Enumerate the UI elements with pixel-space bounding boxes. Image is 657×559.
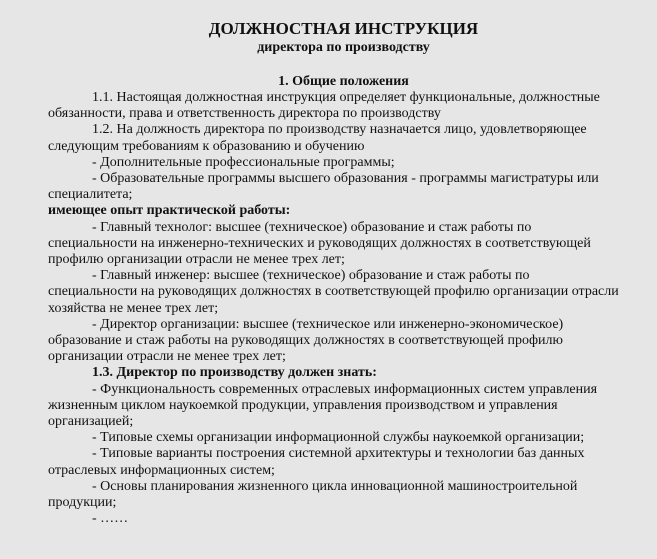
list-item-organization-director: - Директор организации: высшее (техническое или инженерно-экономическое) образование и стаж работы на руководящих должностях в соответствующей профилю организации отрасли не менее трех лет; [48, 316, 564, 365]
list-item-higher-education: - Образовательные программы высшего образования - программы магистратуры или специалитета; [48, 171, 599, 203]
list-item-architecture: - Типовые варианты построения системной архитектуры и технологии баз данных отраслевых информационных систем; [48, 446, 585, 478]
section-title: 1. Общие положения [278, 74, 409, 89]
list-item-chief-engineer: - Главный инженер: высшее (техническое) образование и стаж работы по специальности на руководящих должностях в соответствующей профилю организации отрасли хозяйства не менее трех лет; [48, 268, 619, 316]
list-item-chief-technologist: - Главный технолог: высшее (техническое) образование и стаж работы по специальности на инженерно-технических и руководящих должностях в соответствующей профилю организации отрасли не менее трех лет; [48, 219, 591, 268]
paragraph-1-1: 1.1. Настоящая должностная инструкция определяет функциональные, должностные обязанности, права и ответственность директора по производству [48, 90, 600, 122]
paragraph-1-3: 1.3. Директор по производству должен знать: [92, 365, 377, 381]
list-item-info-service: - Типовые схемы организации информационной службы наукоемкой организации; [92, 430, 585, 446]
document-title: ДОЛЖНОСТНАЯ ИНСТРУКЦИЯ [208, 19, 479, 38]
list-item-ellipsis: - …… [92, 511, 129, 527]
paragraph-1-2: 1.2. На должность директора по производству назначается лицо, удовлетворяющее следующим требованиям к образованию и обучению [48, 122, 587, 154]
list-item-info-systems: - Функциональность современных отраслевых информационных систем управления жизненным циклом наукоемкой продукции, управления производством и управления организацией; [48, 381, 598, 430]
experience-heading: имеющее опыт практической работы: [48, 203, 291, 219]
list-item-lifecycle: - Основы планирования жизненного цикла инновационной машиностроительной продукции; [48, 478, 578, 511]
document-subtitle: директора по производству [257, 40, 430, 55]
list-item-extra-programs: - Дополнительные профессиональные программы; [92, 154, 395, 170]
